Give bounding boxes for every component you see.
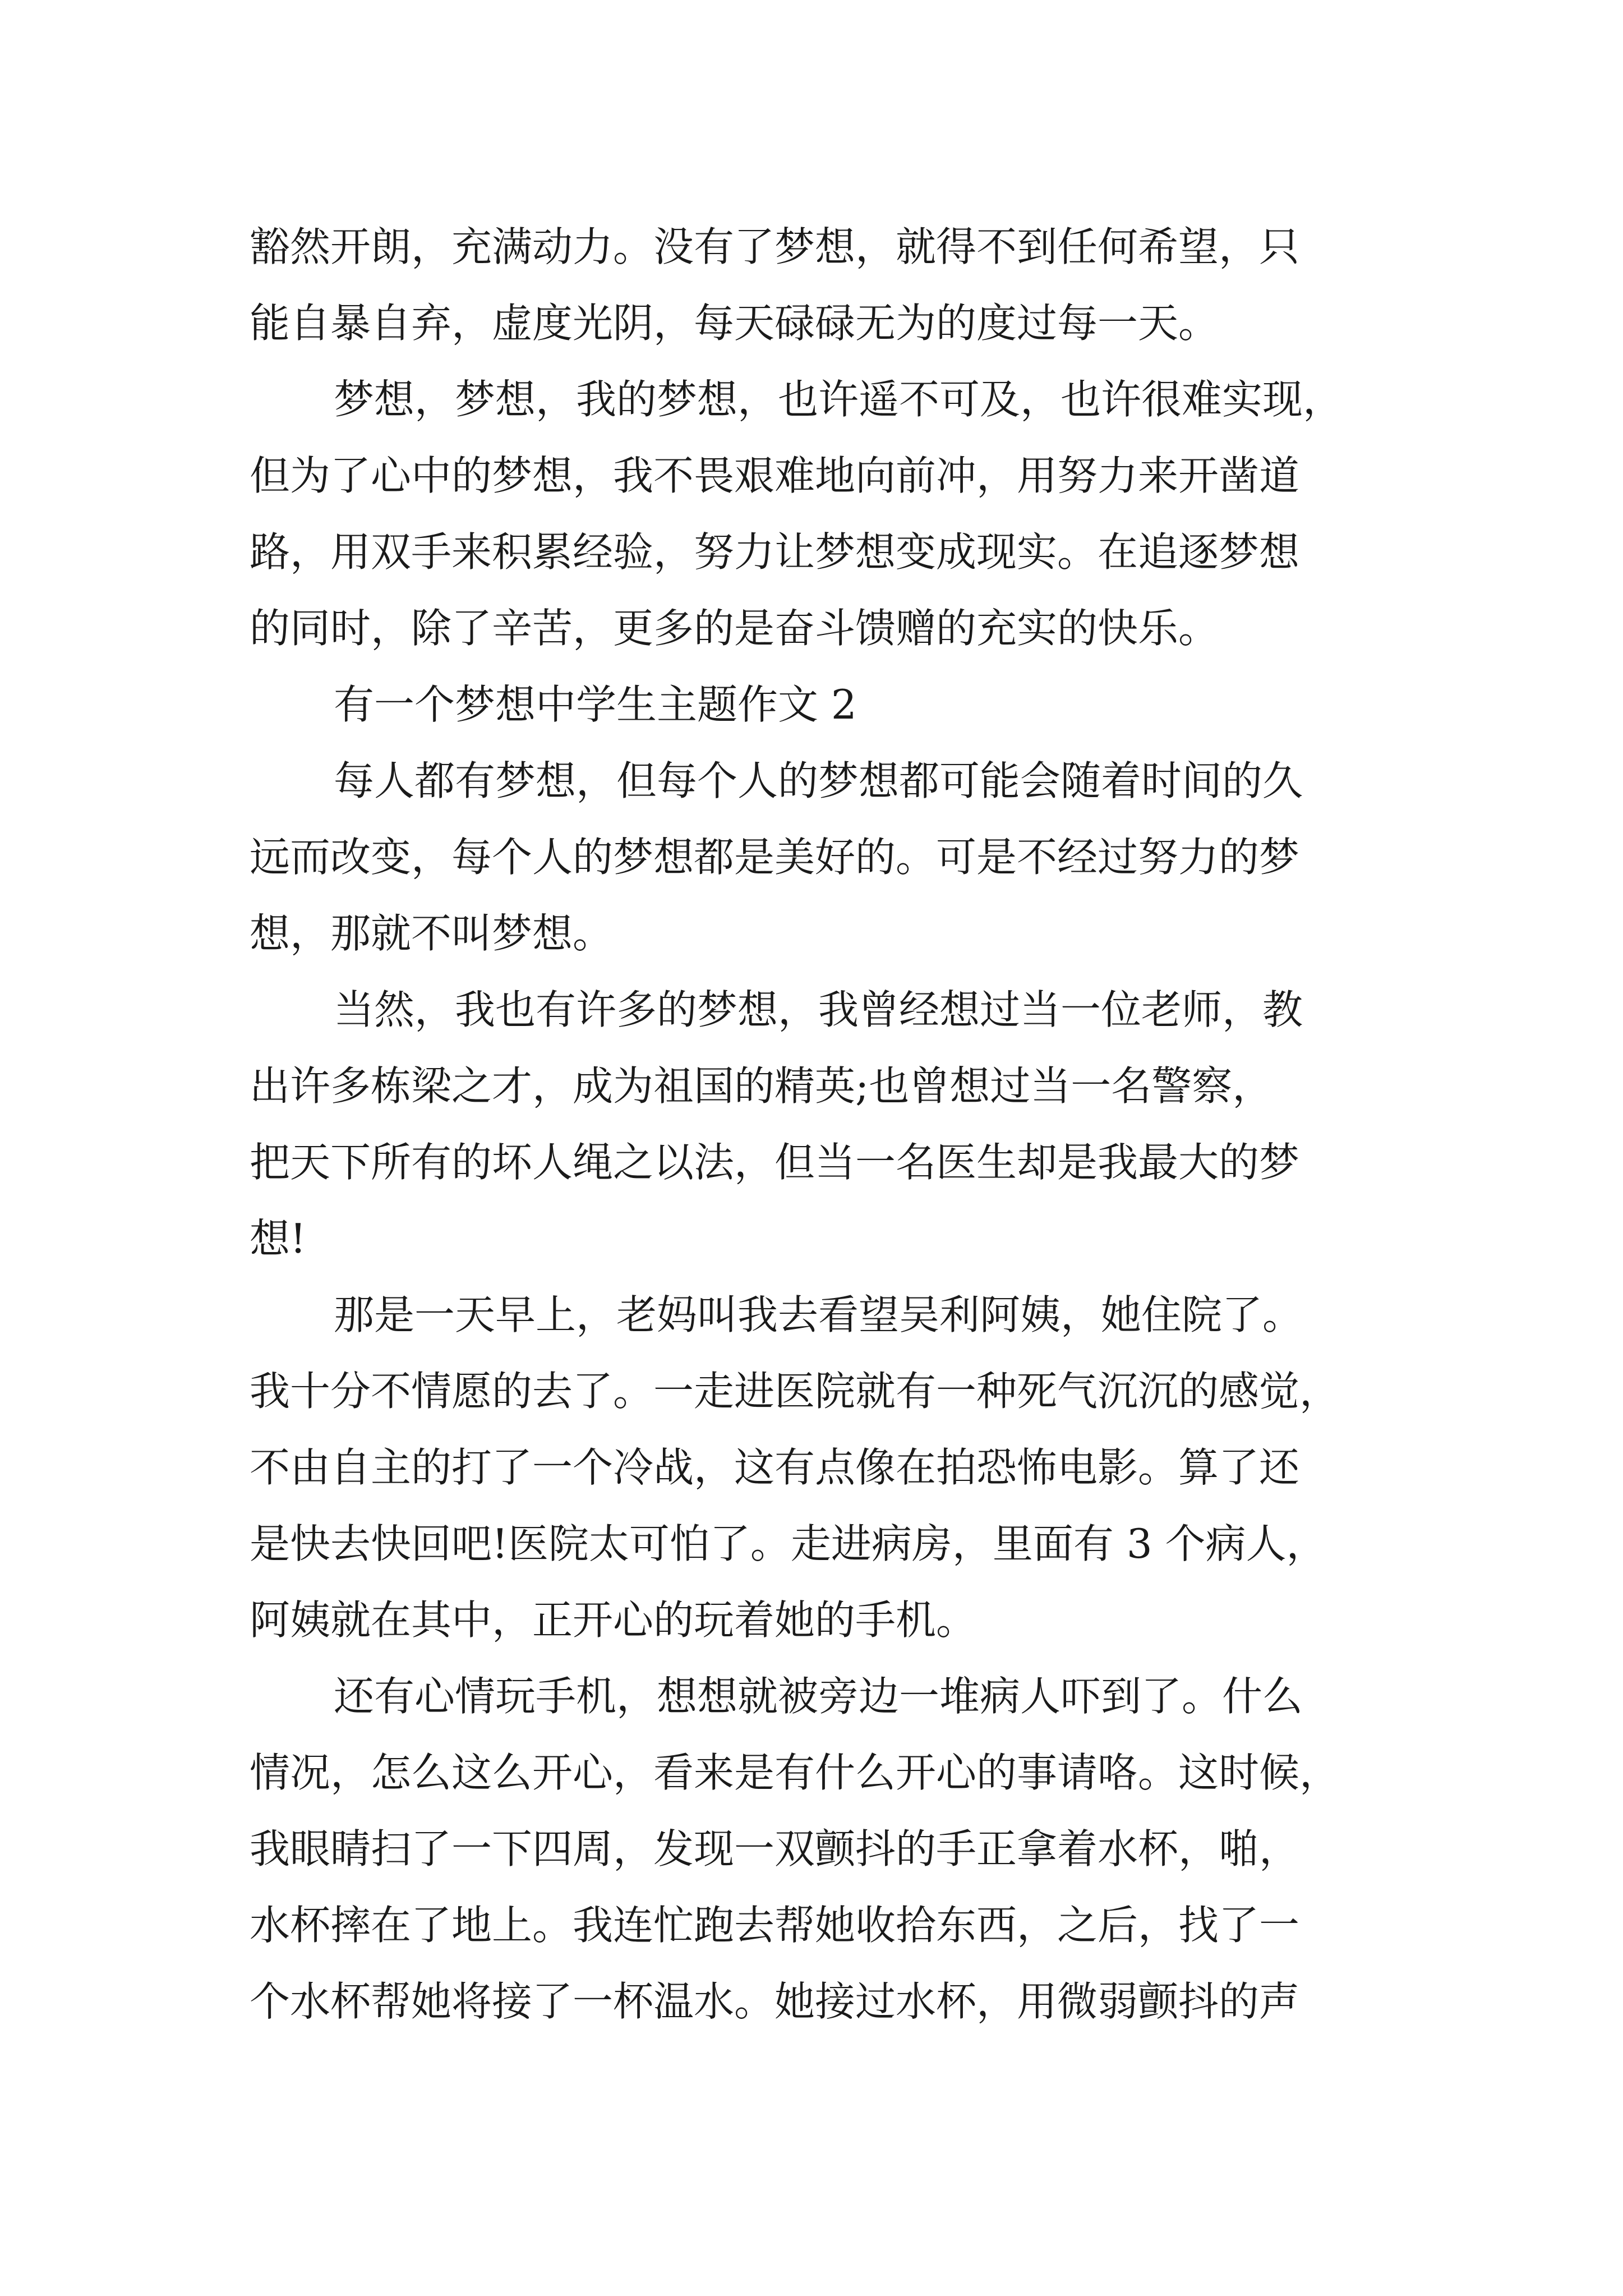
text-line: 出许多栋梁之才，成为祖国的精英;也曾想过当一名警察， <box>250 1062 1273 1110</box>
text-line: 是快去快回吧!医院太可怕了。走进病房，里面有 3 个病人， <box>250 1520 1327 1567</box>
paragraph-first-line: 梦想，梦想，我的梦想，也许遥不可及，也许很难实现， <box>334 376 1344 423</box>
text-line: 阿姨就在其中，正开心的玩着她的手机。 <box>250 1596 977 1644</box>
text-line: 远而改变，每个人的梦想都是美好的。可是不经过努力的梦 <box>250 834 1300 881</box>
text-line: 个水杯帮她将接了一杯温水。她接过水杯，用微弱颤抖的声 <box>250 1978 1300 2025</box>
paragraph-first-line: 每人都有梦想，但每个人的梦想都可能会随着时间的久 <box>334 757 1303 804</box>
text-line: 能自暴自弃，虚度光阴，每天碌碌无为的度过每一天。 <box>250 300 1219 347</box>
text-line: 但为了心中的梦想，我不畏艰难地向前冲，用努力来开凿道 <box>250 452 1300 499</box>
text-line: 我眼睛扫了一下四周，发现一双颤抖的手正拿着水杯，啪， <box>250 1825 1300 1872</box>
text-line: 不由自主的打了一个冷战，这有点像在拍恐怖电影。算了还 <box>250 1444 1300 1491</box>
text-line: 把天下所有的坏人绳之以法，但当一名医生却是我最大的梦 <box>250 1139 1300 1186</box>
text-line: 想，那就不叫梦想。 <box>250 910 614 957</box>
paragraph-first-line: 当然，我也有许多的梦想，我曾经想过当一位老师，教 <box>334 986 1303 1033</box>
text-line: 水杯摔在了地上。我连忙跑去帮她收拾东西，之后，找了一 <box>250 1902 1300 1949</box>
text-line: 的同时，除了辛苦，更多的是奋斗馈赠的充实的快乐。 <box>250 605 1219 652</box>
paragraph-first-line: 那是一天早上，老妈叫我去看望吴利阿姨，她住院了。 <box>334 1291 1303 1338</box>
text-line: 情况，怎么这么开心，看来是有什么开心的事请咯。这时候， <box>250 1749 1340 1796</box>
text-line: 我十分不情愿的去了。一走进医院就有一种死气沉沉的感觉， <box>250 1368 1340 1415</box>
paragraph-first-line: 还有心情玩手机，想想就被旁边一堆病人吓到了。什么 <box>334 1673 1303 1720</box>
text-line: 想! <box>250 1215 306 1262</box>
essay-body <box>250 209 1382 2040</box>
paragraph-first-line: 有一个梦想中学生主题作文 2 <box>334 681 857 728</box>
text-line: 路，用双手来积累经验，努力让梦想变成现实。在追逐梦想 <box>250 528 1300 576</box>
text-line: 豁然开朗，充满动力。没有了梦想，就得不到任何希望，只 <box>250 223 1300 270</box>
